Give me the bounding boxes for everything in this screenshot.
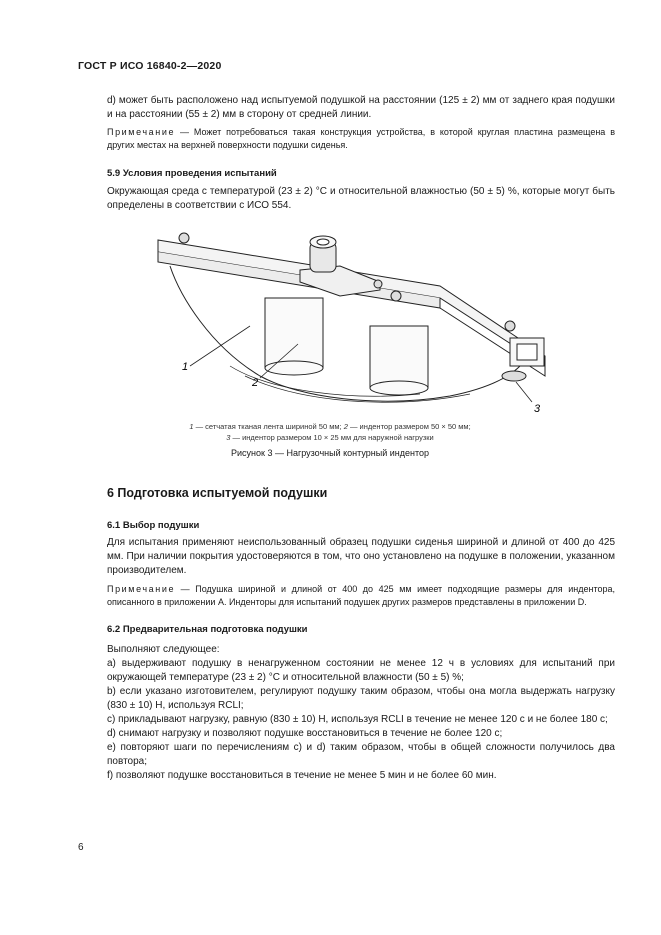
legend-key-1: 1 <box>189 422 194 431</box>
indentor-cylinder-right-base <box>370 381 428 395</box>
section-6-heading: 6 Подготовка испытуемой подушки <box>107 486 328 500</box>
bolt-icon <box>391 291 401 301</box>
bolt-icon <box>179 233 189 243</box>
figure-label-2: 2 <box>252 377 259 389</box>
legend-key-2: 2 <box>343 422 348 431</box>
section-6-2-heading: 6.2 Предварительная подготовка подушки <box>107 624 308 635</box>
legend-text-3: — индентор размером 10 × 25 мм для наружной нагрузки <box>230 433 434 442</box>
figure-legend-line-2 <box>120 432 540 443</box>
list-item: d) снимают нагрузку и позволяют подушке восстановиться в течение не более 120 с; <box>107 728 503 739</box>
section-6-1-heading: 6.1 Выбор подушки <box>107 520 200 531</box>
figure-legend-line-1 <box>120 421 540 432</box>
section-5-9-heading: 5.9 Условия проведения испытаний <box>107 168 277 179</box>
note-paragraph <box>107 126 615 152</box>
loading-contour-indentor-figure <box>150 226 560 416</box>
figure-label-1: 1 <box>182 361 189 373</box>
list-lead: Выполняют следующее: <box>107 644 220 655</box>
indentor-cylinder-right <box>370 326 428 388</box>
leader-line-1 <box>190 326 250 366</box>
bolt-icon <box>374 280 382 288</box>
list-item: а) выдерживают подушку в ненагруженном состоянии не менее 12 ч в условиях для испытаний при окружающей температуре (23 ± 2) °С и относительной влажности (50 ± 5) %; <box>107 658 615 683</box>
legend-text-1: — сетчатая тканая лента шириной 50 мм; <box>193 422 344 431</box>
bolt-icon <box>505 321 515 331</box>
page-number: 6 <box>78 842 84 853</box>
list-item: b) если указано изготовителем, регулируют подушку таким образом, чтобы она могла выдержать нагрузку (830 ± 10) Н, используя RCLI; <box>107 686 615 711</box>
section-6-1-note <box>107 583 615 609</box>
list-item: f) позволяют подушке восстановиться в течение не менее 5 мин и не более 60 мин. <box>107 770 497 781</box>
section-6-1-text: Для испытания применяют неиспользованный образец подушки сиденья шириной и длиной от 400 до 425 мм. При наличии покрытия удостоверяются в том, что оно установлено на подушке в положении, указанном производителем. <box>107 537 615 576</box>
section-5-9-text: Окружающая среда с температурой (23 ± 2) °С и относительной влажностью (50 ± 5) %, которые могут быть определены в соответствии с ИСО 554. <box>107 186 615 211</box>
note-label: Примечание <box>107 127 176 137</box>
indentor-cylinder-left-base <box>265 361 323 375</box>
standard-code: ГОСТ Р ИСО 16840-2—2020 <box>78 60 222 72</box>
outer-indentor-foot <box>502 371 526 381</box>
figure-label-3: 3 <box>534 403 541 415</box>
end-bracket-window <box>517 344 537 360</box>
figure-caption: Рисунок 3 — Нагрузочный контурный индентор <box>231 448 429 458</box>
section-6-2-list <box>107 643 615 783</box>
load-cell-bore <box>317 239 329 245</box>
legend-key-3: 3 <box>226 433 231 442</box>
note-text: — Может потребоваться такая конструкция устройства, в которой круглая пластина размещена в других местах на верхней поверхности подушки сиденья. <box>107 127 615 150</box>
list-item: c) прикладывают нагрузку, равную (830 ± 10) Н, используя RCLI в течение не менее 120 с и не более 180 с; <box>107 714 608 725</box>
item-d-paragraph: d) может быть расположено над испытуемой подушкой на расстоянии (125 ± 2) мм от заднего края подушки и на расстоянии (55 ± 2) мм в сторону от средней линии. <box>107 95 615 120</box>
leader-line-3 <box>516 382 532 402</box>
indentor-cylinder-left <box>265 298 323 368</box>
top-beam <box>158 240 545 366</box>
note-label: Примечание <box>107 584 176 594</box>
note-text: — Подушка шириной и длиной от 400 до 425 мм имеет подходящие размеры для индентора, описанного в приложении А. Инденторы для испытаний подушек других размеров представлены в приложении D. <box>107 584 615 607</box>
list-item: e) повторяют шаги по перечислениям c) и d) таким образом, чтобы в общей сложности получилось два повтора; <box>107 742 615 767</box>
legend-text-2: — индентор размером 50 × 50 мм; <box>347 422 471 431</box>
